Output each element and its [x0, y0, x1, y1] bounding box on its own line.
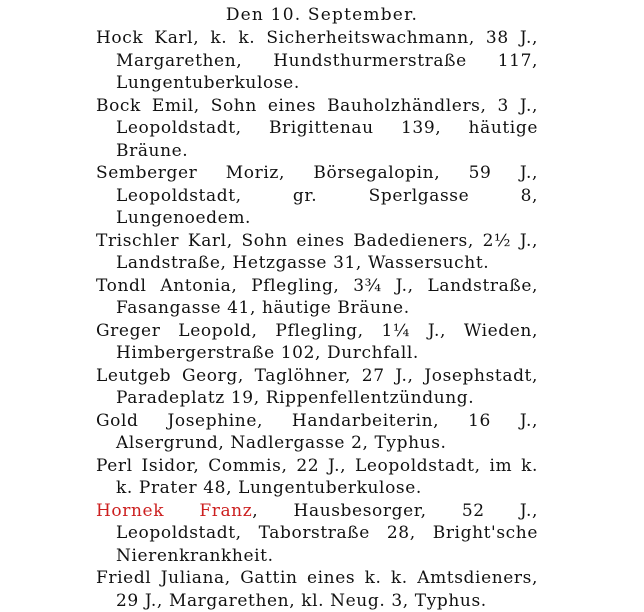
entry-name: Leutgeb Georg — [96, 365, 238, 386]
death-entry-10 — [96, 500, 538, 568]
entry-name: Trischler Karl — [96, 230, 227, 251]
entry-name: Semberger Moriz — [96, 163, 279, 183]
death-entry-4 — [96, 230, 538, 275]
death-entry-6 — [96, 320, 538, 365]
entry-details: , Handarbeiterin, 16 J., Alsergrund, Nadlergasse 2, Typhus. — [116, 410, 538, 453]
death-entry-3 — [96, 162, 538, 230]
death-entry-9 — [96, 455, 538, 500]
death-entry-11 — [96, 567, 538, 612]
entry-details: , k. k. Sicherheitswachmann, 38 J., Margarethen, Hundsthurmerstraße 117, Lungentuberkulose. — [116, 28, 538, 93]
entry-details: , Börsegalopin, 59 J., Leopoldstadt, gr. Sperlgasse 8, Lungenoedem. — [116, 163, 539, 228]
death-entry-7 — [96, 365, 538, 410]
death-entry-1 — [96, 27, 538, 95]
entry-name: Perl Isidor — [96, 455, 194, 476]
entry-details: , Sohn eines Bauholzhändlers, 3 J., Leopoldstadt, Brigittenau 139, häutige Bräune. — [116, 95, 538, 161]
entry-details: , Hausbesorger, 52 J., Leopoldstadt, Taborstraße 28, Bright'sche Nierenkrankheit. — [116, 500, 538, 566]
entry-details: , Gattin eines k. k. Amtsdieners, 29 J., Margarethen, kl. Neug. 3, Typhus. — [116, 568, 538, 611]
entry-details: , Taglöhner, 27 J., Josephstadt, Paradeplatz 19, Rippenfellentzündung. — [116, 365, 538, 408]
entry-details: , Pflegling, 3¾ J., Landstraße, Fasangasse 41, häutige Bräune. — [116, 275, 539, 318]
death-notice-list — [96, 27, 538, 612]
date-heading: Den 10. September. — [225, 5, 419, 25]
entry-details: , Pflegling, 1¼ J., Wieden, Himbergerstraße 102, Durchfall. — [116, 320, 538, 363]
entry-name: Tondl Antonia — [96, 275, 232, 296]
death-entry-2 — [96, 95, 538, 163]
entry-name: Friedl Juliana — [96, 568, 225, 588]
death-entry-8 — [96, 410, 538, 455]
entry-name: Gold Josephine — [96, 410, 257, 431]
entry-name-highlighted: Hornek Franz — [96, 500, 253, 521]
entry-name: Greger Leopold — [96, 320, 252, 341]
entry-details: , Sohn eines Badedieners, 2½ J., Landstraße, Hetzgasse 31, Wassersucht. — [116, 230, 538, 273]
entry-details: , Commis, 22 J., Leopoldstadt, im k. k. Prater 48, Lungentuberkulose. — [116, 455, 538, 498]
entry-name: Hock Karl — [96, 28, 194, 48]
death-entry-5 — [96, 275, 538, 320]
entry-name: Bock Emil — [96, 95, 194, 116]
